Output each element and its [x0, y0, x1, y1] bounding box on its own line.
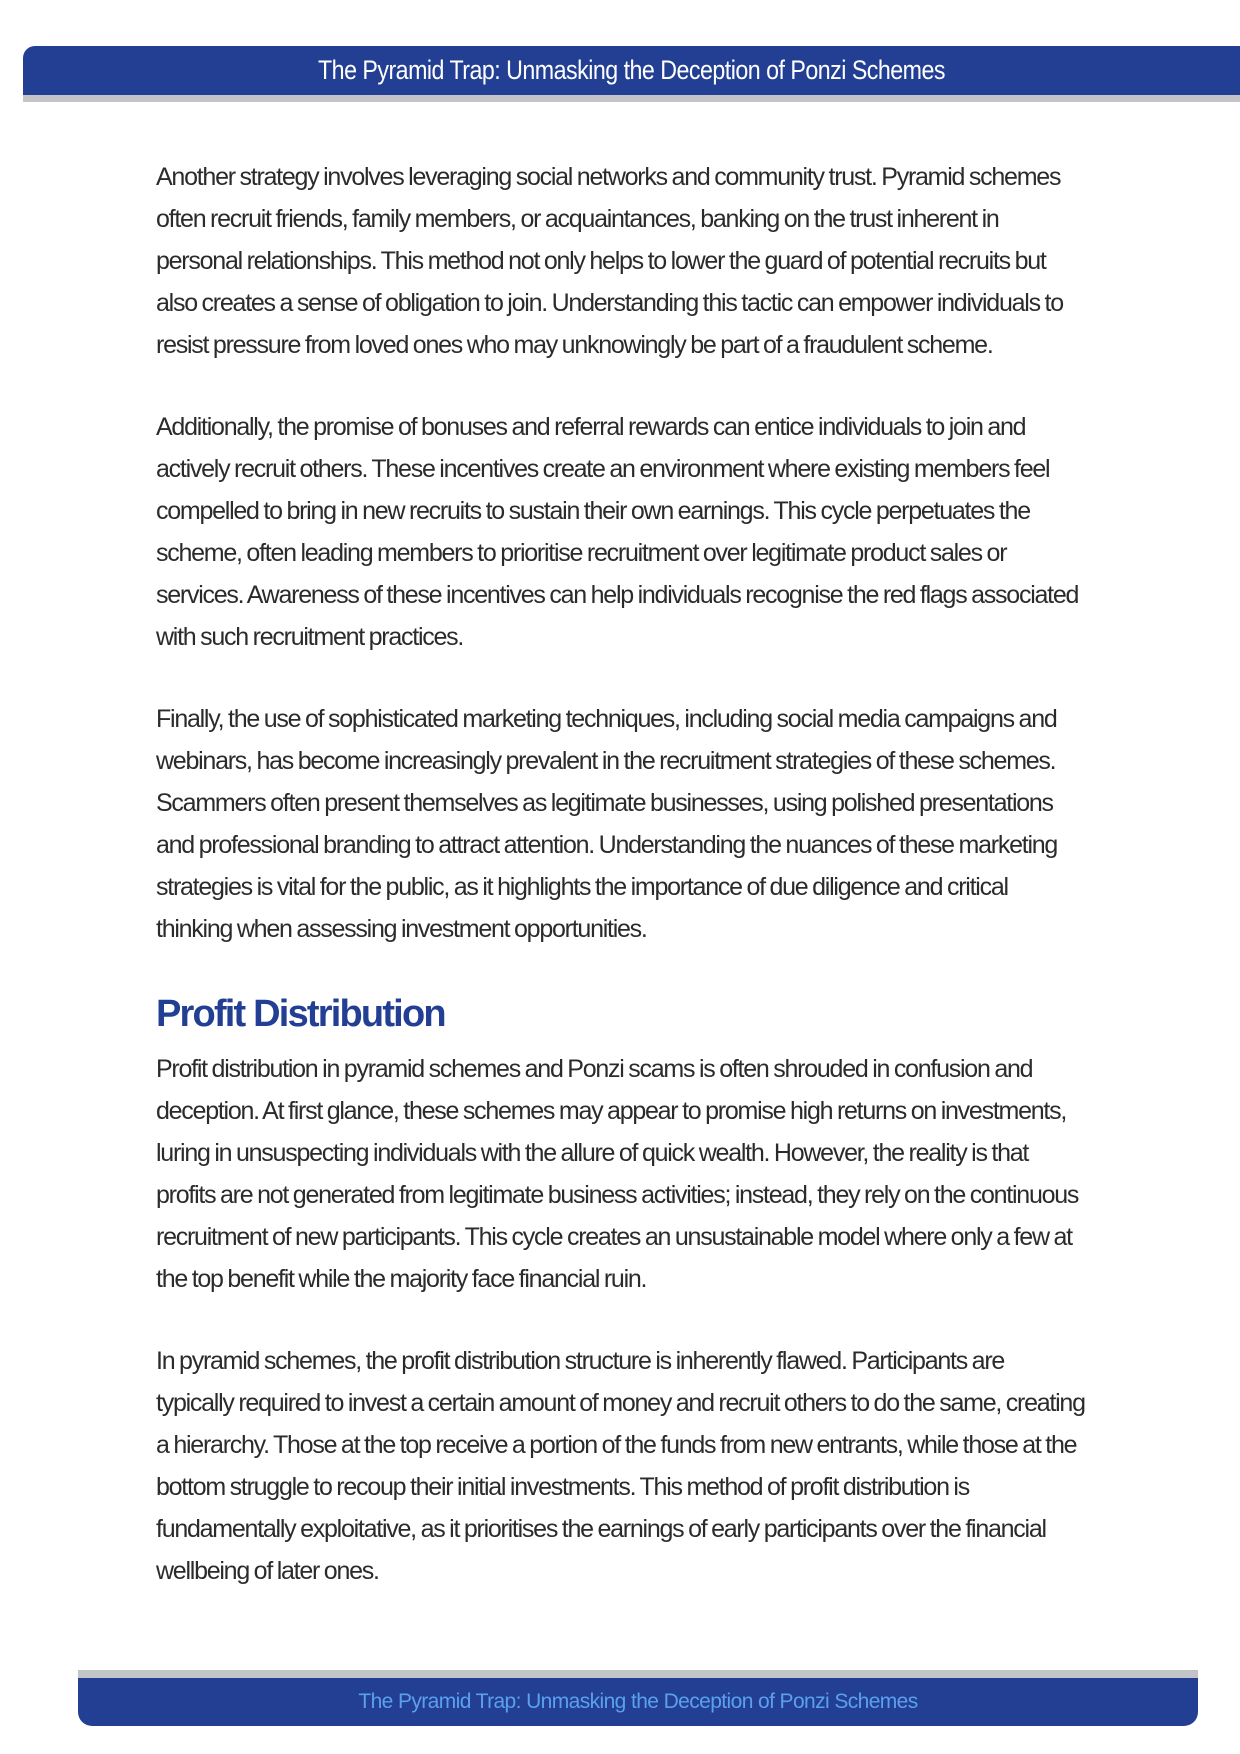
page-content [156, 156, 1086, 1592]
body-paragraph: In pyramid schemes, the profit distribution structure is inherently flawed. Participants are typically required to invest a certain amount of money and recruit others to do the same, creating a hierarchy. Those at the top receive a portion of the funds from new entrants, while those at the bottom struggle to recoup their initial investments. This method of profit distribution is fundamentally exploitative, as it prioritises the earnings of early participants over the financial wellbeing of later ones. [156, 1347, 1085, 1585]
body-paragraph: Finally, the use of sophisticated marketing techniques, including social media campaigns and webinars, has become increasingly prevalent in the recruitment strategies of these schemes. Scammers often present themselves as legitimate businesses, using polished presentations and professional branding to attract attention. Understanding the nuances of these marketing strategies is vital for the public, as it highlights the importance of due diligence and critical thinking when assessing investment opportunities. [156, 705, 1058, 943]
body-paragraph: Additionally, the promise of bonuses and referral rewards can entice individuals to join and actively recruit others. These incentives create an environment where existing members feel compelled to bring in new recruits to sustain their own earnings. This cycle perpetuates the scheme, often leading members to prioritise recruitment over legitimate product sales or services. Awareness of these incentives can help individuals recognise the red flags associated with such recruitment practices. [156, 413, 1079, 651]
page-header [23, 46, 1240, 102]
body-paragraph: Profit distribution in pyramid schemes and Ponzi scams is often shrouded in confusion and deception. At first glance, these schemes may appear to promise high returns on investments, luring in unsuspecting individuals with the allure of quick wealth. However, the reality is that profits are not generated from legitimate business activities; instead, they rely on the continuous recruitment of new participants. This cycle creates an unsustainable model where only a few at the top benefit while the majority face financial ruin. [156, 1055, 1079, 1293]
header-title: The Pyramid Trap: Unmasking the Deception of Ponzi Schemes [318, 55, 945, 85]
section-heading: Profit Distribution [156, 993, 445, 1035]
page-footer [78, 1670, 1198, 1726]
footer-title: The Pyramid Trap: Unmasking the Deception of Ponzi Schemes [358, 1690, 918, 1713]
body-paragraph: Another strategy involves leveraging social networks and community trust. Pyramid schemes often recruit friends, family members, or acquaintances, banking on the trust inherent in personal relationships. This method not only helps to lower the guard of potential recruits but also creates a sense of obligation to join. Understanding this tactic can empower individuals to resist pressure from loved ones who may unknowingly be part of a fraudulent scheme. [156, 163, 1063, 359]
